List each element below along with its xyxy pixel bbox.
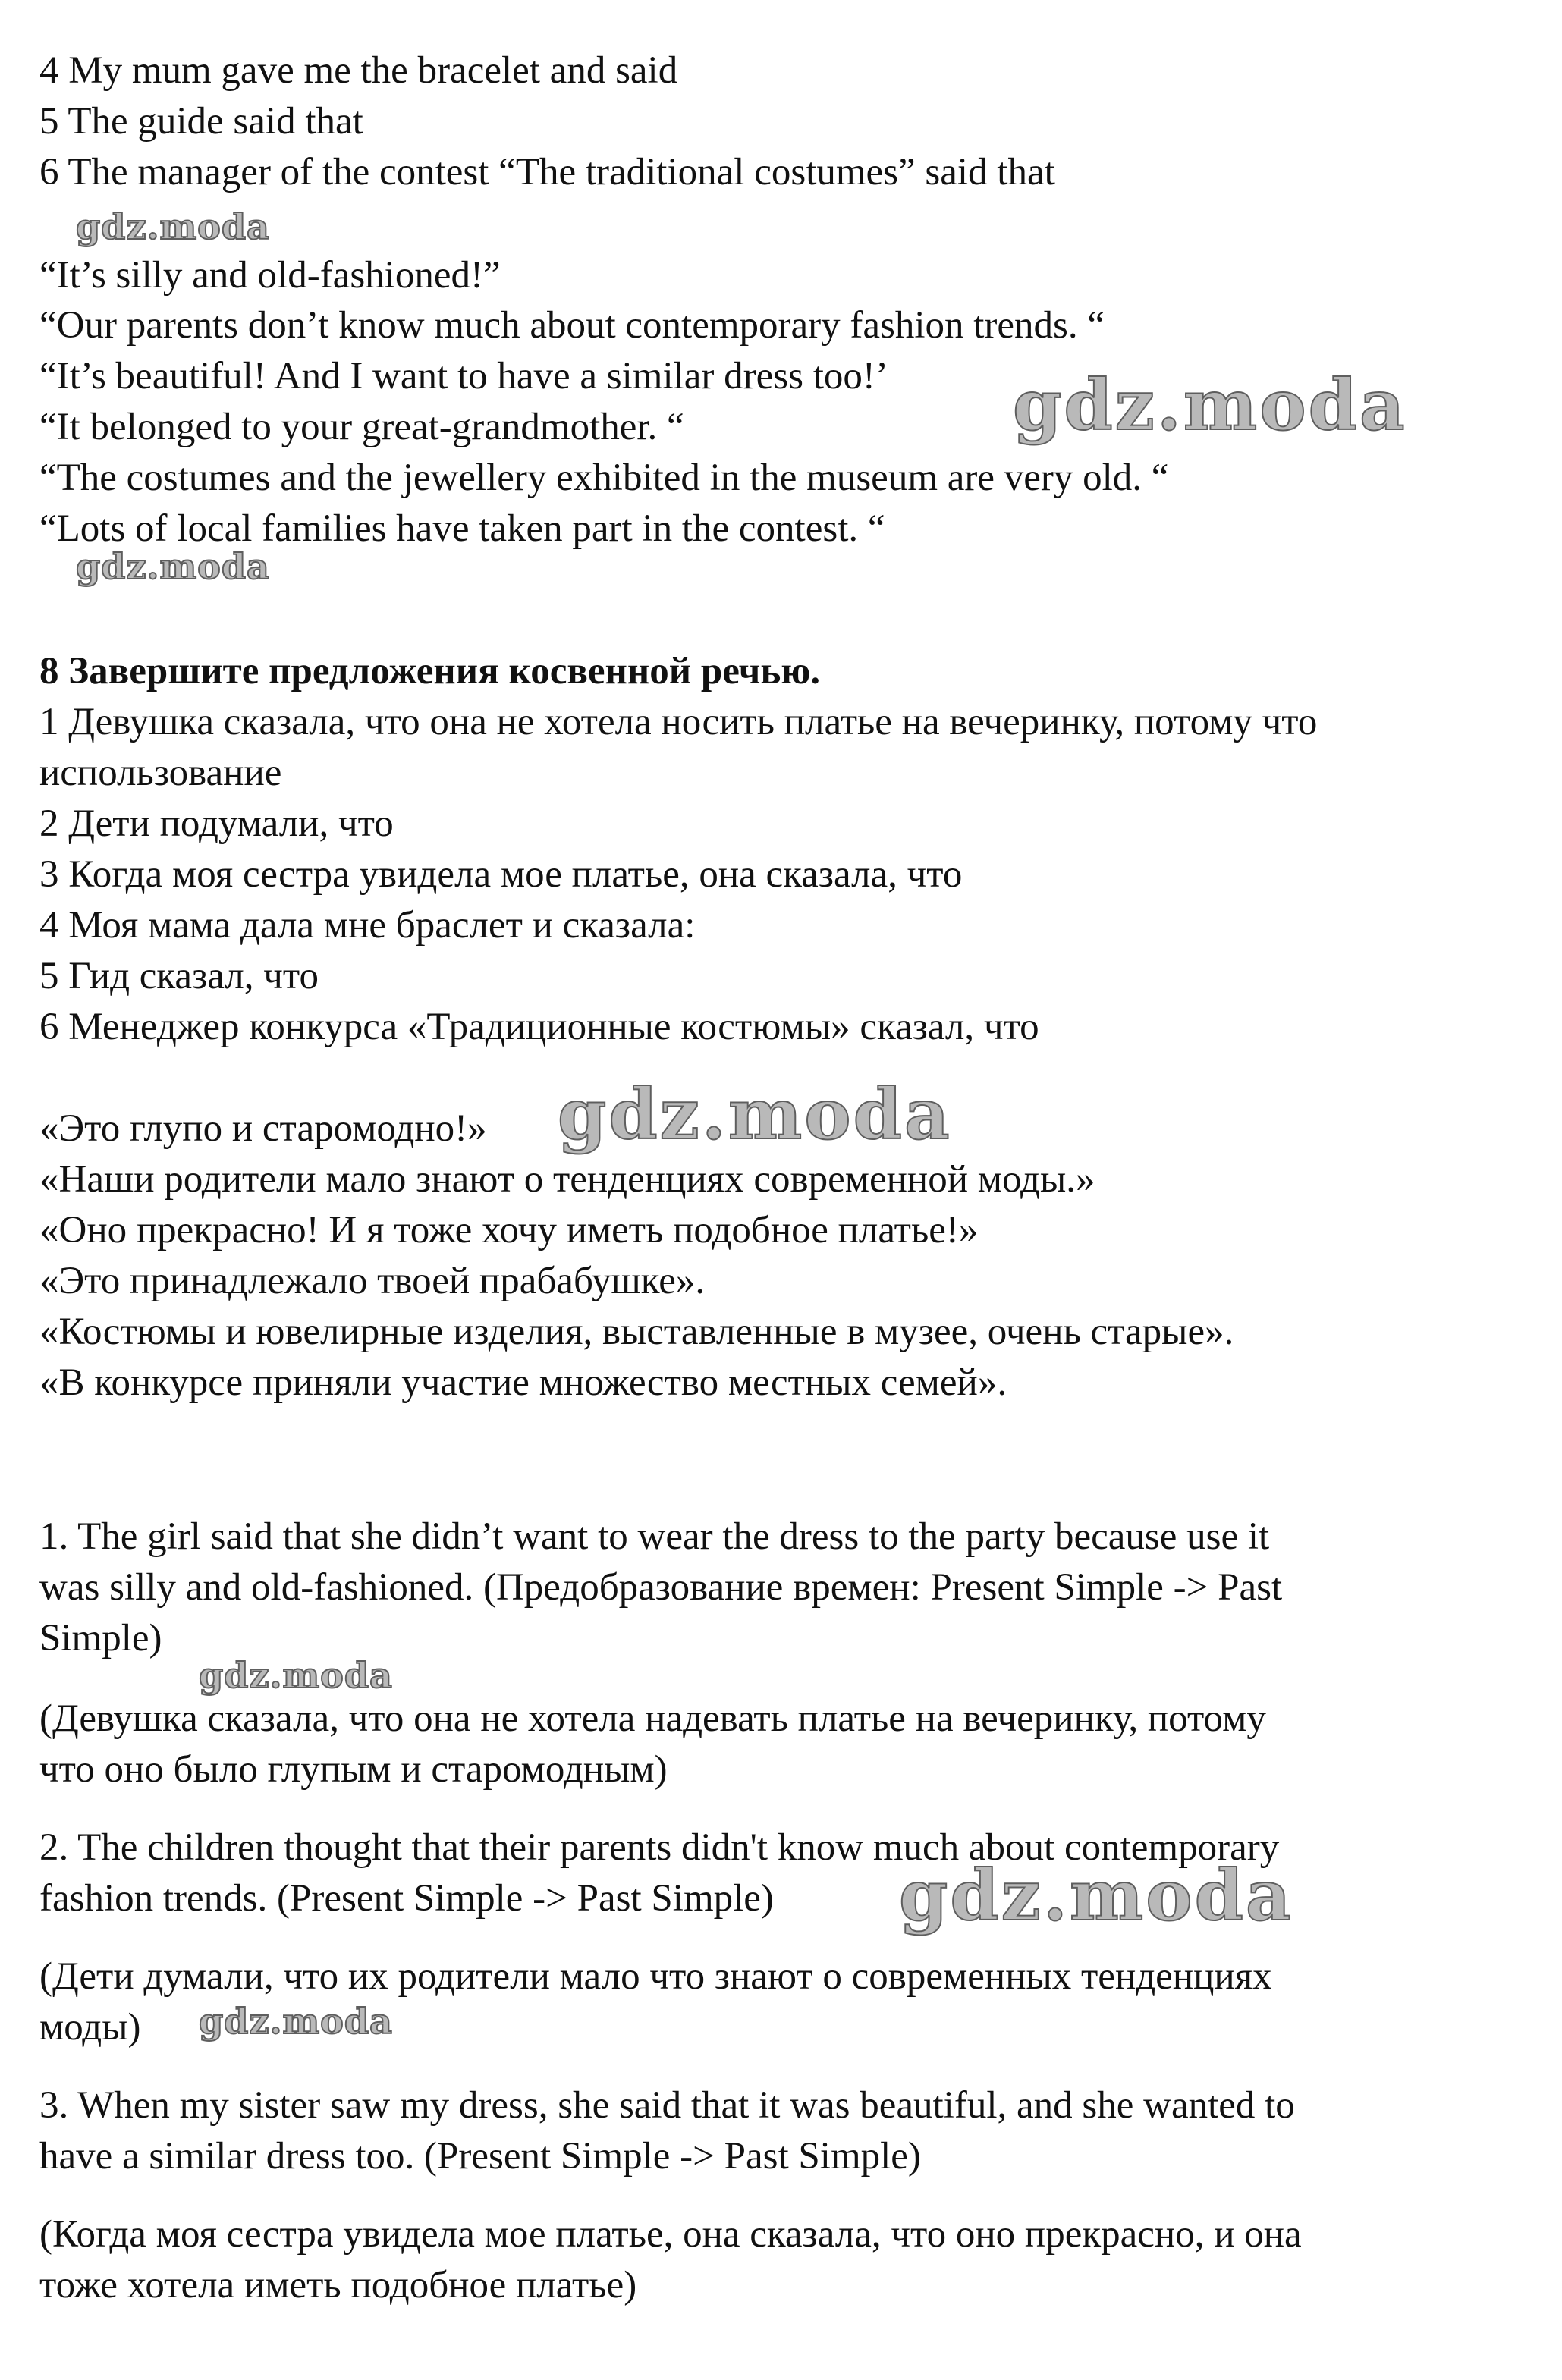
task8-item-1-cont: использование xyxy=(39,752,282,794)
prev-quote-1: “It’s silly and old-fashioned!” xyxy=(39,254,501,297)
answer-1-ru-line-2: что оно было глупым и старомодным) xyxy=(39,1748,668,1791)
task8-quote-3: «Оно прекрасно! И я тоже хочу иметь подобное платье!» xyxy=(39,1209,979,1251)
answer-2-en-line-1: 2. The children thought that their parents didn't know much about contemporary xyxy=(39,1826,1280,1869)
task8-item-4: 4 Моя мама дала мне браслет и сказала: xyxy=(39,904,696,947)
answer-1-en-line-2: was silly and old-fashioned. (Предобразование времен: Present Simple -> Past xyxy=(39,1566,1283,1609)
answer-3-ru-line-2: тоже хотела иметь подобное платье) xyxy=(39,2264,637,2306)
watermark: gdz.moda xyxy=(558,1073,952,1155)
answer-3-en-line-2: have a similar dress too. (Present Simple -> Past Simple) xyxy=(39,2135,921,2177)
answer-2-en-line-2: fashion trends. (Present Simple -> Past Simple) xyxy=(39,1877,774,1920)
prev-quote-4: “It belonged to your great-grandmother. “ xyxy=(39,406,684,448)
task8-item-2: 2 Дети подумали, что xyxy=(39,802,394,845)
task8-item-1: 1 Девушка сказала, что она не хотела носить платье на вечеринку, потому что xyxy=(39,701,1318,743)
answer-1-en-line-1: 1. The girl said that she didn’t want to wear the dress to the party because use it xyxy=(39,1515,1270,1558)
task8-item-3: 3 Когда моя сестра увидела мое платье, она сказала, что xyxy=(39,853,963,896)
prev-quote-2: “Our parents don’t know much about contemporary fashion trends. “ xyxy=(39,304,1105,347)
prev-quote-5: “The costumes and the jewellery exhibited in the museum are very old. “ xyxy=(39,457,1169,499)
watermark: gdz.moda xyxy=(76,206,270,247)
answer-1-ru-line-1: (Девушка сказала, что она не хотела надевать платье на вечеринку, потому xyxy=(39,1697,1266,1740)
task8-quote-6: «В конкурсе приняли участие множество местных семей». xyxy=(39,1361,1007,1404)
prev-quote-3: “It’s beautiful! And I want to have a similar dress too!’ xyxy=(39,355,888,397)
watermark: gdz.moda xyxy=(76,546,270,587)
watermark: gdz.moda xyxy=(199,2001,393,2042)
answer-3-ru-line-1: (Когда моя сестра увидела мое платье, она сказала, что оно прекрасно, и она xyxy=(39,2213,1302,2256)
watermark: gdz.moda xyxy=(899,1854,1293,1936)
prev-item-4: 4 My mum gave me the bracelet and said xyxy=(39,49,678,92)
watermark: gdz.moda xyxy=(1013,364,1407,446)
task8-quote-5: «Костюмы и ювелирные изделия, выставленные в музее, очень старые». xyxy=(39,1311,1234,1353)
task8-item-5: 5 Гид сказал, что xyxy=(39,955,319,997)
task8-heading: 8 Завершите предложения косвенной речью. xyxy=(39,650,821,692)
task8-item-6: 6 Менеджер конкурса «Традиционные костюмы» сказал, что xyxy=(39,1006,1039,1048)
task8-quote-4: «Это принадлежало твоей прабабушке». xyxy=(39,1260,706,1302)
prev-item-6: 6 The manager of the contest “The traditional costumes” said that xyxy=(39,151,1055,193)
prev-quote-6: “Lots of local families have taken part in the contest. “ xyxy=(39,507,885,550)
answer-3-en-line-1: 3. When my sister saw my dress, she said that it was beautiful, and she wanted to xyxy=(39,2084,1295,2127)
prev-item-5: 5 The guide said that xyxy=(39,100,363,143)
watermark: gdz.moda xyxy=(199,1655,393,1696)
answer-1-en-line-3: Simple) xyxy=(39,1617,162,1659)
answer-2-ru-line-1: (Дети думали, что их родители мало что знают о современных тенденциях xyxy=(39,1955,1272,1998)
answer-2-ru-line-2: моды) xyxy=(39,2006,141,2049)
task8-quote-1: «Это глупо и старомодно!» xyxy=(39,1107,487,1150)
task8-quote-2: «Наши родители мало знают о тенденциях современной моды.» xyxy=(39,1158,1095,1201)
